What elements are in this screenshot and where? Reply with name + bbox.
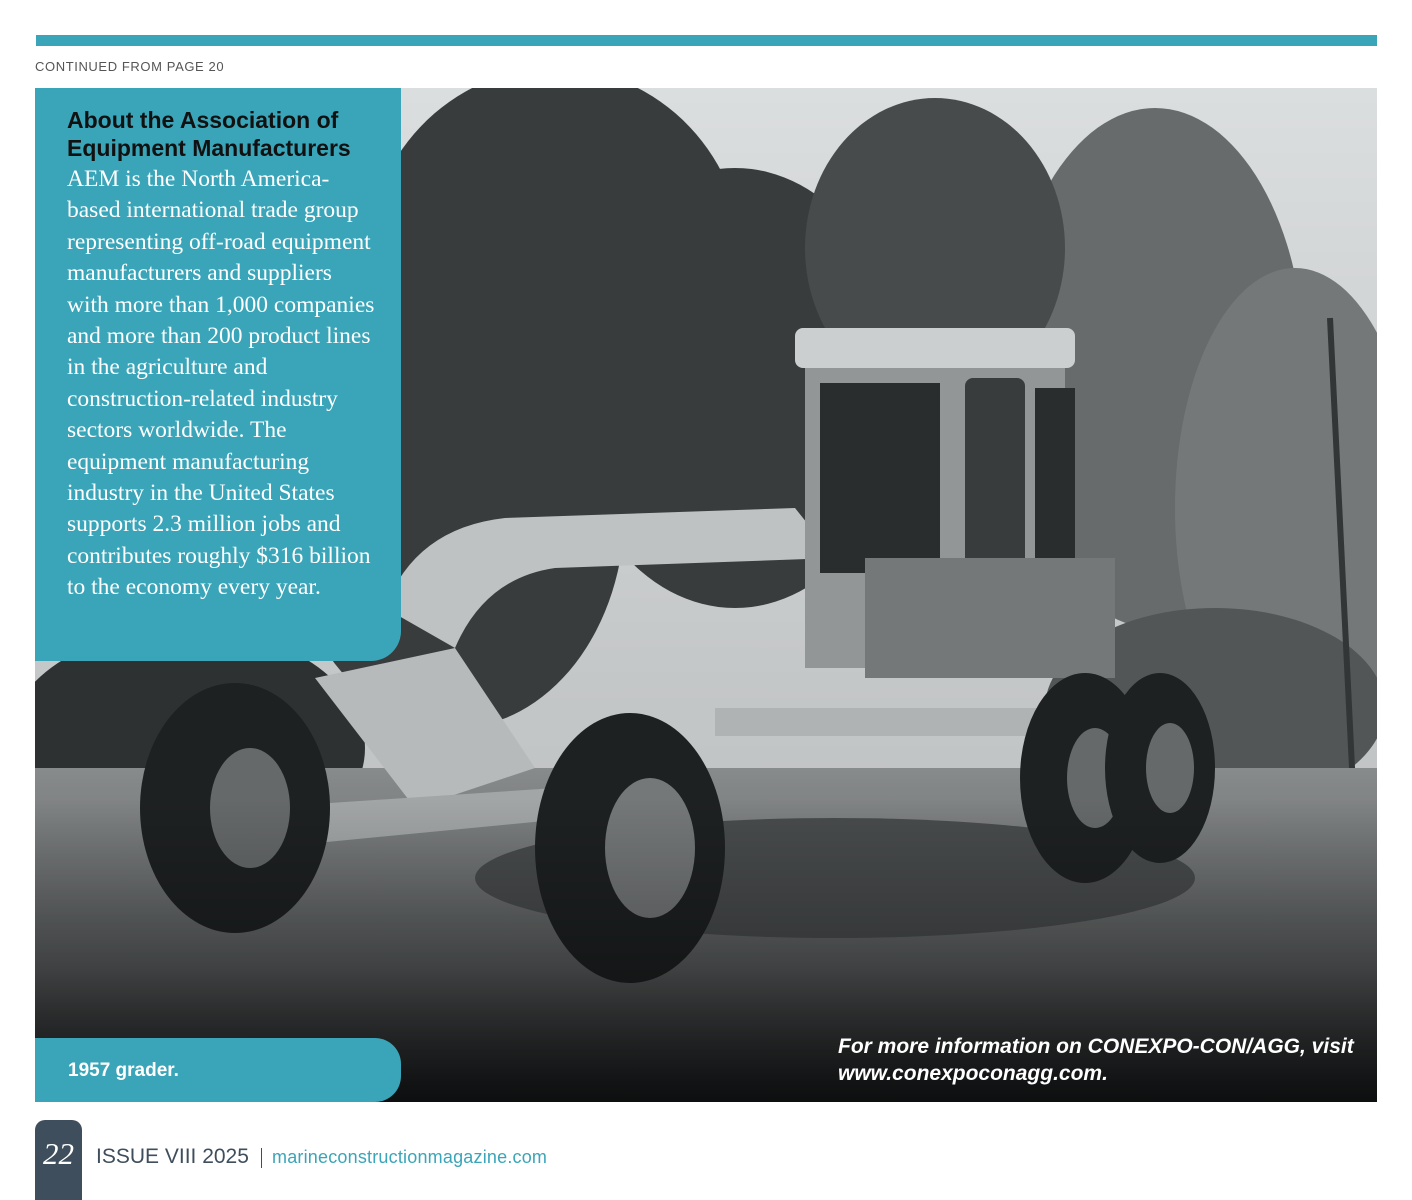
more-info-text: For more information on CONEXPO-CON/AGG, visit www.conexpoconagg.com.	[838, 1035, 1354, 1085]
sidebar-body: AEM is the North America-based international trade group representing off-road equipment manufacturers and suppliers with more than 1,000 companies and more than 200 product lines in the agriculture and construction-related industry sectors worldwide. The equipment manufacturing industry in the United States supports 2.3 million jobs and contributes roughly $316 billion to the economy every year.	[67, 166, 375, 601]
aem-sidebar	[35, 88, 401, 661]
top-accent-rule	[36, 35, 1377, 46]
photo-caption: 1957 grader.	[35, 1038, 401, 1102]
sidebar-heading: About the Association of Equipment Manufacturers	[67, 107, 351, 161]
site-link[interactable]: marineconstructionmagazine.com	[272, 1147, 548, 1167]
continued-from-label: CONTINUED FROM PAGE 20	[35, 59, 225, 74]
issue-label: ISSUE VIII 2025	[96, 1145, 249, 1168]
page-number-tab: 22	[35, 1120, 82, 1200]
footer-divider	[261, 1148, 262, 1168]
